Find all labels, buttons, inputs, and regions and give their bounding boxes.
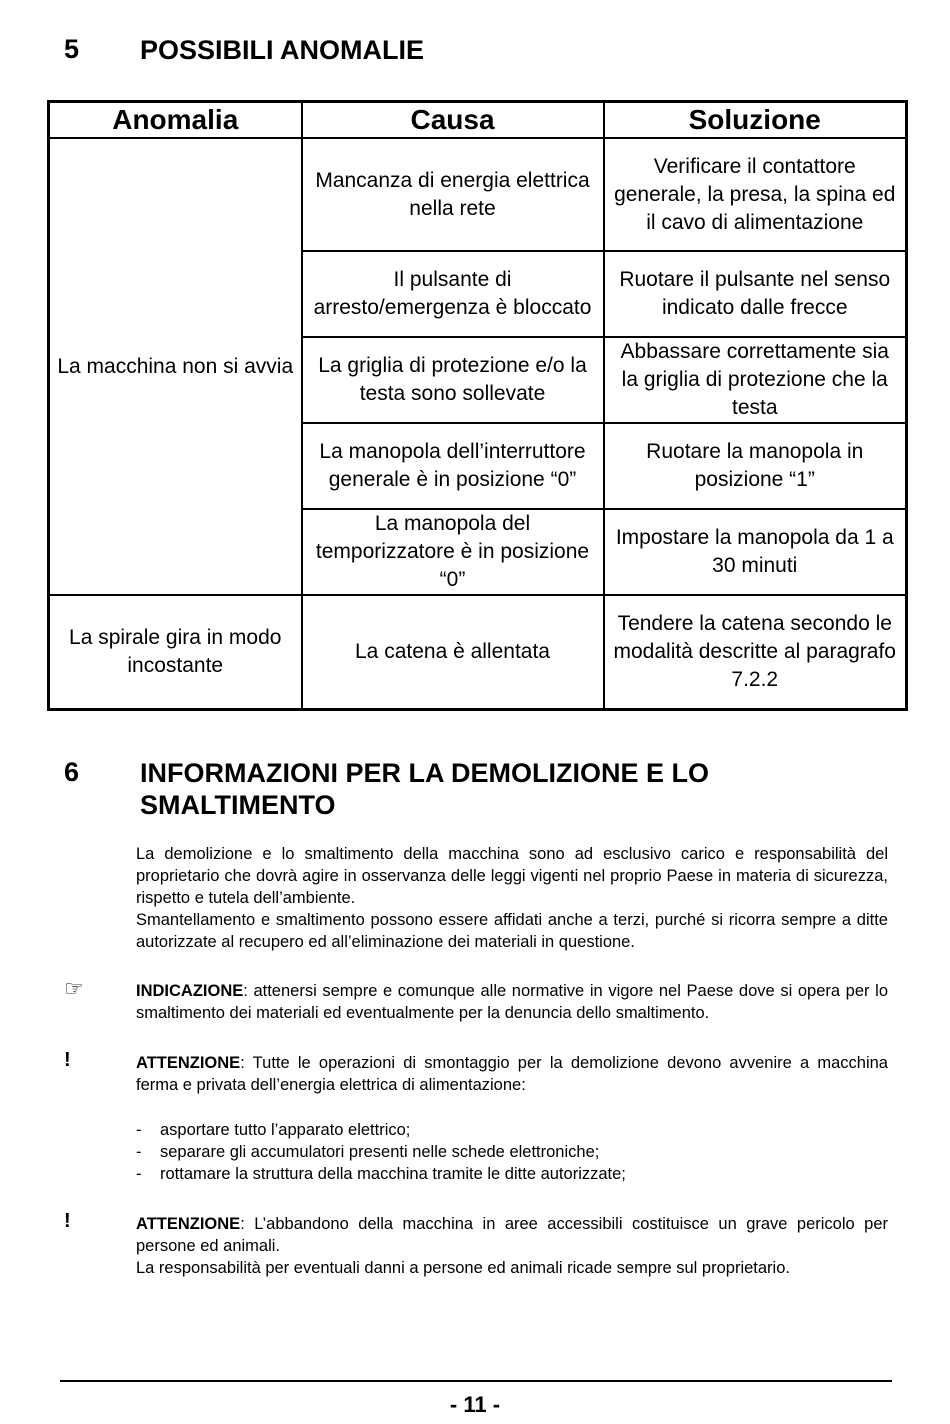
indication-text: : attenersi sempre e comunque alle normative in vigore nel Paese dove si opera per lo smaltimento dei materiali ed eventualmente per la denuncia dello smaltimento. <box>136 982 888 1022</box>
section-6-title-line2: SMALTIMENTO <box>140 790 336 820</box>
header-soluzione: Soluzione <box>604 102 907 139</box>
list-item <box>136 1163 888 1185</box>
list-item-text: asportare tutto l’apparato elettrico; <box>160 1121 411 1139</box>
header-anomalia: Anomalia <box>49 102 302 139</box>
indication-label: INDICAZIONE <box>136 982 244 1000</box>
intro-text-2: Smantellamento e smaltimento possono essere affidati anche a terzi, purché si ricorra sempre a ditte autorizzate al recupero ed all’eliminazione dei materiali in questione. <box>136 911 888 951</box>
section-6-number: 6 <box>64 757 80 787</box>
solution-cell: Tendere la catena secondo le modalità descritte al paragrafo 7.2.2 <box>604 595 907 709</box>
disposal-steps-list <box>136 1119 888 1185</box>
section-6-title <box>140 757 709 821</box>
table-row <box>49 595 907 709</box>
cause-cell: La manopola dell’interruttore generale è in posizione “0” <box>302 423 604 509</box>
list-dash: - <box>136 1121 142 1139</box>
warning-icon: ! <box>64 1210 71 1232</box>
anomaly-cell: La spirale gira in modo incostante <box>49 595 302 709</box>
solution-cell: Ruotare il pulsante nel senso indicato dalle frecce <box>604 251 907 337</box>
section-5-title: POSSIBILI ANOMALIE <box>140 35 425 65</box>
warning-label: ATTENZIONE <box>136 1054 241 1072</box>
table-header-row <box>49 102 907 139</box>
intro-paragraph <box>136 843 888 953</box>
intro-text-1: La demolizione e lo smaltimento della macchina sono ad esclusivo carico e responsabilità del proprietario che dovrà agire in osservanza delle leggi vigenti nel proprio Paese in materia di sicurezza, rispetto e tutela dell’ambiente. <box>136 845 888 907</box>
table-row <box>49 138 907 251</box>
list-dash: - <box>136 1143 142 1161</box>
anomalies-table <box>47 100 908 711</box>
warning-icon: ! <box>64 1049 71 1071</box>
list-item <box>136 1119 888 1141</box>
solution-cell: Abbassare correttamente sia la griglia di protezione che la testa <box>604 337 907 423</box>
cause-cell: La catena è allentata <box>302 595 604 709</box>
pointing-hand-icon: ☞ <box>64 976 84 1001</box>
cause-cell: Mancanza di energia elettrica nella rete <box>302 138 604 251</box>
list-item-text: rottamare la struttura della macchina tramite le ditte autorizzate; <box>160 1165 626 1183</box>
anomaly-cell: La macchina non si avvia <box>49 138 302 595</box>
warning-text: : L’abbandono della macchina in aree accessibili costituisce un grave pericolo per persone ed animali. <box>136 1215 888 1255</box>
header-causa: Causa <box>302 102 604 139</box>
list-item <box>136 1141 888 1163</box>
list-dash: - <box>136 1165 142 1183</box>
footer-divider <box>60 1380 892 1382</box>
warning-text-2: La responsabilità per eventuali danni a persone ed animali ricade sempre sul proprietario. <box>136 1259 790 1277</box>
warning-label: ATTENZIONE <box>136 1215 241 1233</box>
solution-cell: Ruotare la manopola in posizione “1” <box>604 423 907 509</box>
cause-cell: Il pulsante di arresto/emergenza è bloccato <box>302 251 604 337</box>
solution-cell: Impostare la manopola da 1 a 30 minuti <box>604 509 907 595</box>
section-5-number: 5 <box>64 34 80 64</box>
cause-cell: La griglia di protezione e/o la testa sono sollevate <box>302 337 604 423</box>
warning-note-2 <box>136 1213 888 1279</box>
solution-cell: Verificare il contattore generale, la presa, la spina ed il cavo di alimentazione <box>604 138 907 251</box>
page-number: - 11 - <box>449 1392 501 1417</box>
section-6-title-line1: INFORMAZIONI PER LA DEMOLIZIONE E LO <box>140 758 709 788</box>
warning-text: : Tutte le operazioni di smontaggio per la demolizione devono avvenire a macchina ferma e privata dell’energia elettrica di alimentazione: <box>136 1054 888 1094</box>
warning-note-1 <box>136 1052 888 1096</box>
list-item-text: separare gli accumulatori presenti nelle schede elettroniche; <box>160 1143 600 1161</box>
cause-cell: La manopola del temporizzatore è in posizione “0” <box>302 509 604 595</box>
indication-note <box>136 980 888 1024</box>
